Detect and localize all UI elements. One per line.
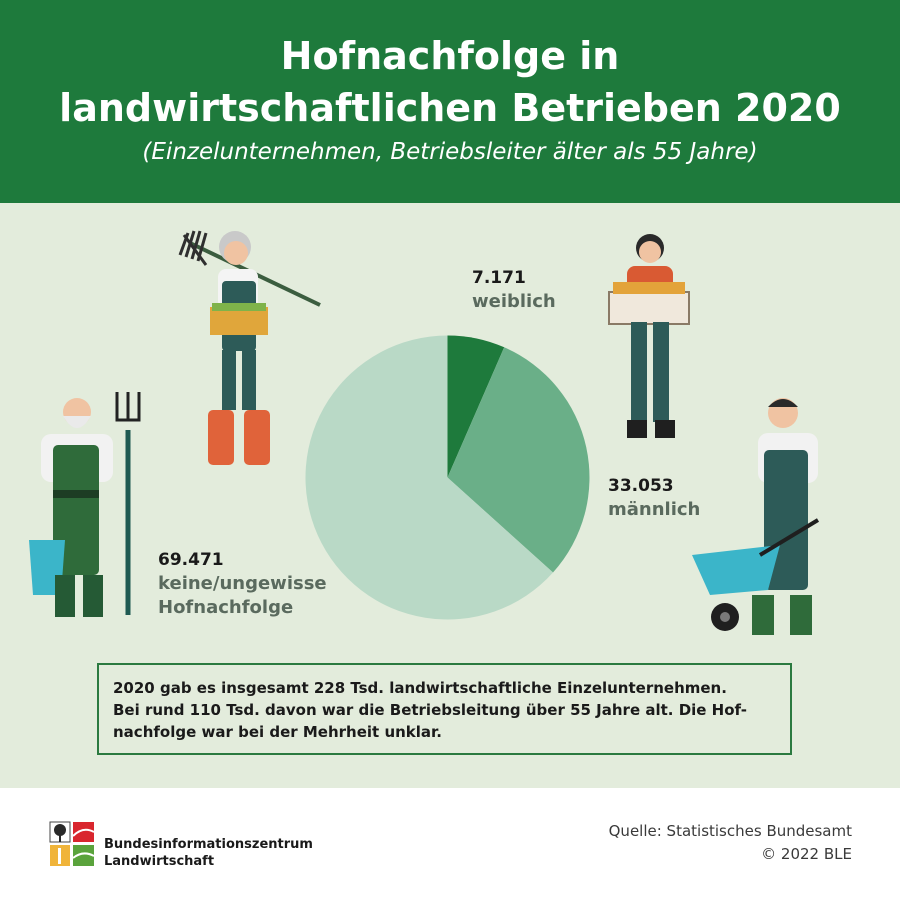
value-keine-ungewisse: 69.471 (158, 550, 224, 570)
info-box (97, 663, 792, 755)
logo-text (104, 836, 313, 870)
title-line-2: landwirtschaftlichen Betrieben 2020 (59, 86, 841, 130)
subtitle: (Einzelunternehmen, Betriebsleiter älter als 55 Jahre) (142, 139, 758, 165)
label-weiblich (472, 266, 556, 314)
farmer-woman-crate-illustration (605, 230, 700, 445)
value-weiblich: 7.171 (472, 268, 526, 288)
category-maennlich: männlich (608, 499, 701, 520)
farmer-man-pitchfork-illustration (25, 390, 150, 625)
category-weiblich: weiblich (472, 291, 556, 312)
label-keine-ungewisse (158, 548, 327, 620)
pie-chart (305, 335, 590, 620)
category-keine-ungewisse-line2: Hofnachfolge (158, 597, 294, 618)
title-line-1: Hofnachfolge in (280, 34, 620, 78)
source-note (609, 820, 852, 866)
category-keine-ungewisse-line1: keine/ungewisse (158, 573, 327, 594)
header (0, 0, 900, 203)
info-line-3: nachfolge war bei der Mehrheit unklar. (113, 723, 442, 741)
source-line: Quelle: Statistisches Bundesamt (608, 822, 852, 840)
farmer-man-wheelbarrow-illustration (690, 395, 840, 640)
info-line-2: Bei rund 110 Tsd. davon war die Betriebsleitung über 55 Jahre alt. Die Hof- (113, 701, 748, 719)
info-line-1: 2020 gab es insgesamt 228 Tsd. landwirtschaftliche Einzelunternehmen. (113, 679, 727, 697)
logo-text-line-1: Bundesinformationszentrum (104, 837, 313, 852)
copyright-line: © 2022 BLE (761, 845, 852, 863)
label-maennlich (608, 474, 700, 522)
value-maennlich: 33.053 (608, 476, 674, 496)
logo-text-line-2: Landwirtschaft (104, 854, 215, 869)
bzl-logo-icon (50, 822, 94, 866)
